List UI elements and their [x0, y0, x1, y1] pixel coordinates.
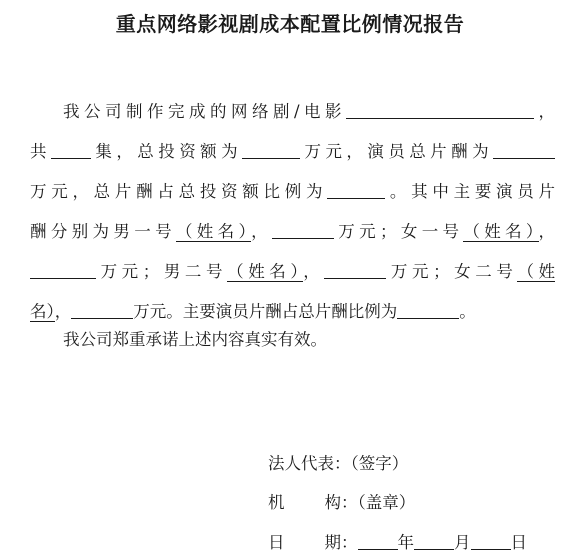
- org-label-char: 机: [268, 493, 285, 512]
- episode-count-field[interactable]: [51, 140, 91, 159]
- male-lead-pay-field[interactable]: [272, 220, 334, 239]
- org-label: 构：: [324, 493, 358, 512]
- signature-note: （签字）: [350, 454, 409, 473]
- female-second-pay-field[interactable]: [71, 300, 133, 319]
- day-label: 日: [510, 533, 527, 552]
- main-actors-intro: 。其中主要演员片: [385, 182, 556, 201]
- total-pay-field[interactable]: [493, 140, 555, 159]
- male-lead-label: 酬分别为男一号: [30, 222, 176, 241]
- body-line-3: [30, 172, 555, 212]
- male-lead-name: （姓名）: [175, 222, 252, 241]
- male-second-pay-field[interactable]: [324, 260, 386, 279]
- month-label: 月: [454, 533, 471, 552]
- body-line-5: [30, 252, 555, 292]
- date-row: [268, 529, 527, 553]
- main-actors-ratio-field[interactable]: [397, 300, 459, 319]
- body-line-1: [30, 92, 555, 132]
- punctuation: ，: [538, 222, 556, 241]
- month-field[interactable]: [414, 531, 454, 550]
- year-field[interactable]: [358, 531, 398, 550]
- legal-rep-row: [268, 450, 408, 474]
- legal-rep-label: 法人代表：: [268, 454, 351, 473]
- date-label-char: 日: [268, 533, 285, 552]
- total-investment-field[interactable]: [242, 140, 300, 159]
- page-title: 重点网络影视剧成本配置比例情况报告: [115, 12, 465, 36]
- female-lead-label: 万元；女一号: [333, 222, 464, 241]
- total-pay-label: 万元，演员总片酬为: [300, 142, 494, 161]
- main-actors-ratio-label: 万元。主要演员片酬占总片酬比例为: [133, 302, 398, 321]
- body-line-6: [30, 292, 555, 332]
- punctuation: ，: [251, 222, 272, 241]
- report-body: [30, 92, 555, 332]
- punctuation: 。: [459, 302, 476, 321]
- pay-ratio-field[interactable]: [327, 180, 385, 199]
- female-second-label: 万元；女二号: [386, 262, 518, 281]
- organization-row: [268, 489, 415, 513]
- year-label: 年: [397, 533, 414, 552]
- female-lead-name: （姓名）: [463, 222, 539, 241]
- day-field[interactable]: [471, 531, 511, 550]
- pay-ratio-label: 万元，总片酬占总投资额比例为: [30, 182, 328, 201]
- punctuation: ，: [534, 102, 556, 121]
- work-title-label: 我公司制作完成的网络剧/电影: [63, 102, 347, 121]
- punctuation: ，: [54, 302, 72, 321]
- female-lead-pay-field[interactable]: [30, 260, 96, 279]
- punctuation: ，: [303, 262, 325, 281]
- total-investment-label: 集，总投资额为: [90, 142, 243, 161]
- date-label: 期：: [324, 533, 358, 552]
- work-title-field[interactable]: [346, 100, 534, 119]
- body-line-2: [30, 132, 555, 172]
- male-second-label: 万元；男二号: [96, 262, 228, 281]
- seal-note: （盖章）: [357, 493, 416, 512]
- male-second-name: （姓名）: [227, 262, 304, 281]
- episodes-prefix: 共: [30, 142, 51, 161]
- pledge-statement: 我公司郑重承诺上述内容真实有效。: [63, 330, 327, 349]
- female-second-name-part1: （姓: [517, 262, 556, 281]
- body-line-4: [30, 212, 555, 252]
- female-second-name-part2: 名）: [30, 302, 55, 321]
